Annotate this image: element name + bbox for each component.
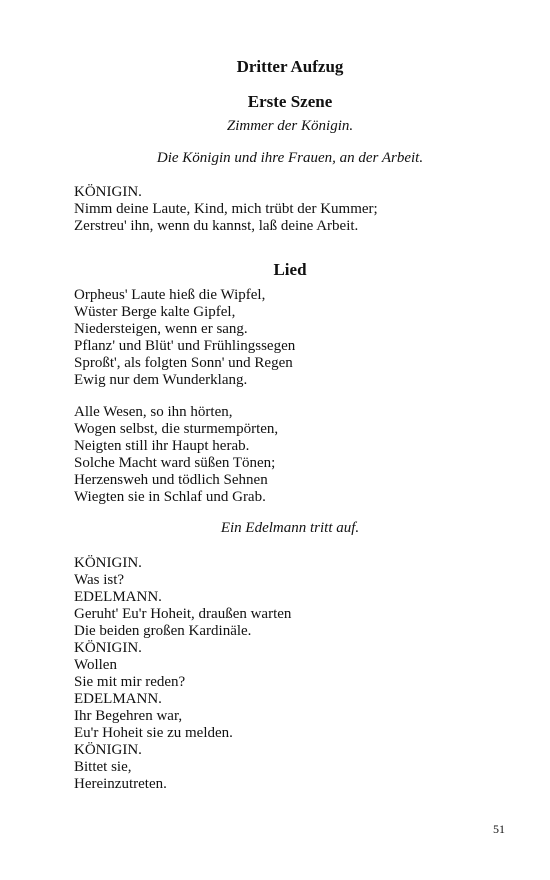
speaker-label: KÖNIGIN. [74, 742, 142, 758]
verse-line: Sproßt', als folgten Sonn' und Regen [74, 355, 293, 371]
speaker-label: EDELMANN. [74, 589, 162, 605]
speaker-label: EDELMANN. [74, 691, 162, 707]
verse-line: Solche Macht ward süßen Tönen; [74, 455, 276, 471]
verse-line: Alle Wesen, so ihn hörten, [74, 404, 233, 420]
verse-line: Pflanz' und Blüt' und Frühlingssegen [74, 338, 296, 354]
text-line: Zerstreu' ihn, wenn du kannst, laß deine Arbeit. [74, 218, 359, 234]
text-line: Ihr Begehren war, [74, 708, 183, 724]
stage-direction-entrance: Ein Edelmann tritt auf. [220, 520, 360, 536]
verse-line: Neigten still ihr Haupt herab. [74, 438, 250, 454]
verse-line: Wogen selbst, die sturmempörten, [74, 421, 279, 437]
verse-line: Ewig nur dem Wunderklang. [74, 372, 248, 388]
verse-line: Herzensweh und tödlich Sehnen [74, 472, 268, 488]
text-line: Hereinzutreten. [74, 776, 167, 792]
stage-direction-opening: Die Königin und ihre Frauen, an der Arbeit. [156, 150, 424, 166]
song-stanza-1 [74, 287, 295, 389]
speaker-label: KÖNIGIN. [74, 555, 142, 571]
scene-setting: Zimmer der Königin. [226, 118, 354, 134]
speaker-label: KÖNIGIN. [74, 184, 142, 200]
verse-line: Orpheus' Laute hieß die Wipfel, [74, 287, 266, 303]
dialogue-block-1 [74, 184, 378, 235]
dialogue-block-2 [74, 555, 291, 793]
speaker-label: KÖNIGIN. [74, 640, 142, 656]
text-line: Nimm deine Laute, Kind, mich trübt der Kummer; [74, 201, 378, 217]
song-title: Lied [273, 260, 307, 279]
verse-line: Wiegten sie in Schlaf und Grab. [74, 489, 266, 505]
act-title: Dritter Aufzug [236, 57, 344, 76]
scene-title: Erste Szene [247, 92, 333, 111]
text-line: Sie mit mir reden? [74, 674, 186, 690]
song-stanza-2 [74, 404, 278, 506]
text-line: Wollen [74, 657, 117, 673]
text-line: Geruht' Eu'r Hoheit, draußen warten [74, 606, 292, 622]
text-line: Die beiden großen Kardinäle. [74, 623, 252, 639]
page-number: 51 [493, 822, 505, 836]
text-line: Bittet sie, [74, 759, 132, 775]
text-line: Eu'r Hoheit sie zu melden. [74, 725, 233, 741]
text-line: Was ist? [74, 572, 125, 588]
verse-line: Wüster Berge kalte Gipfel, [74, 304, 236, 320]
verse-line: Niedersteigen, wenn er sang. [74, 321, 248, 337]
